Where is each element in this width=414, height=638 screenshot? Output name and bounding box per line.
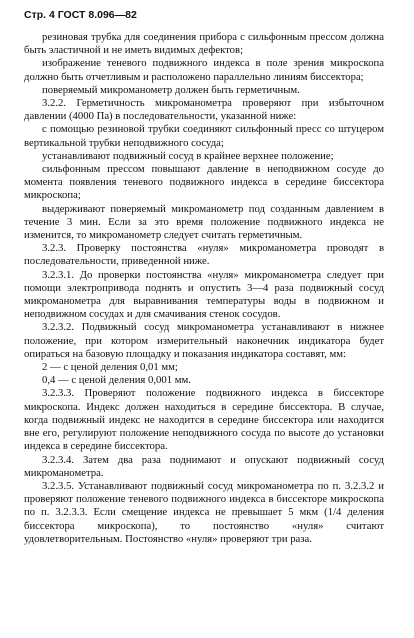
paragraph: выдерживают поверяемый микроманометр под созданным давлением в течение 3 мин. Если за это время положение подвижного индекса не изменится, то микроманометр следует считать герметичным. bbox=[24, 202, 384, 242]
list-item: 2 — с ценой деления 0,01 мм; bbox=[42, 361, 178, 374]
paragraph-section: 3.2.3.5. Устанавливают подвижный сосуд микроманометра по п. 3.2.3.2 и проверяют положение теневого подвижного индекса в биссекторе микроскопа по п. 3.2.3.3. Если смещение индекса не превышает 5 мкм (1/4 деления биссектора микроскопа), то постоянство «нуля» считают удовлетворительным. Постоянство «нуля» проверяют три раза. bbox=[24, 479, 384, 545]
paragraph: сильфонным прессом повышают давление в неподвижном сосуде до момента появления теневого подвижного индекса в середине биссектора микроскопа; bbox=[24, 163, 384, 202]
paragraph-section: 3.2.3. Проверку постоянства «нуля» микроманометра проводят в последовательности, приведенной ниже. bbox=[24, 242, 384, 268]
paragraph-section: 3.2.3.1. До проверки постоянства «нуля» микроманометра следует при помощи электропривода поднять и опустить 3—4 раза подвижный сосуд микроманометра для выравнивания температуры воды в подвижном и неподвижном сосудах и для смачивания стенок сосудов. bbox=[24, 268, 384, 321]
paragraph: устанавливают подвижный сосуд в крайнее верхнее положение; bbox=[42, 149, 334, 162]
paragraph-section: 3.2.3.4. Затем два раза поднимают и опускают подвижный сосуд микроманометра. bbox=[24, 453, 384, 479]
paragraph-section: 3.2.3.3. Проверяют положение подвижного индекса в биссектоpe микроскопа. Индекс должен находиться в середине биссектора. В случае, когда подвижный индекс не находится в середине биссектора или находится вне его, регулируют положение неподвижного сосуда по высоте до установки индекса в середине биссектора. bbox=[24, 387, 384, 453]
page-header: Стр. 4 ГОСТ 8.096—82 bbox=[24, 9, 137, 21]
paragraph-section: 3.2.2. Герметичность микроманометра проверяют при избыточном давлении (4000 Па) в последовательности, указанной ниже: bbox=[24, 97, 384, 123]
paragraph: резиновая трубка для соединения прибора с сильфонным прессом должна быть эластичной и не иметь видимых дефектов; bbox=[24, 31, 384, 57]
list-item: 0,4 — с ценой деления 0,001 мм. bbox=[42, 374, 191, 387]
document-body bbox=[24, 31, 384, 546]
paragraph: поверяемый микроманометр должен быть герметичным. bbox=[42, 83, 300, 96]
paragraph: изображение теневого подвижного индекса в поле зрения микроскопа должно быть отчетливым и расположено параллельно линиям биссектора; bbox=[24, 57, 384, 83]
paragraph-section: 3.2.3.2. Подвижный сосуд микроманометра устанавливают в нижнее положение, при котором измерительный наконечник индикатора будет опираться на базовую площадку и показания индикатора составят, мм: bbox=[24, 321, 384, 360]
paragraph: с помощью резиновой трубки соединяют сильфонный пресс со штуцером вертикальной трубки неподвижного сосуда; bbox=[24, 123, 384, 149]
